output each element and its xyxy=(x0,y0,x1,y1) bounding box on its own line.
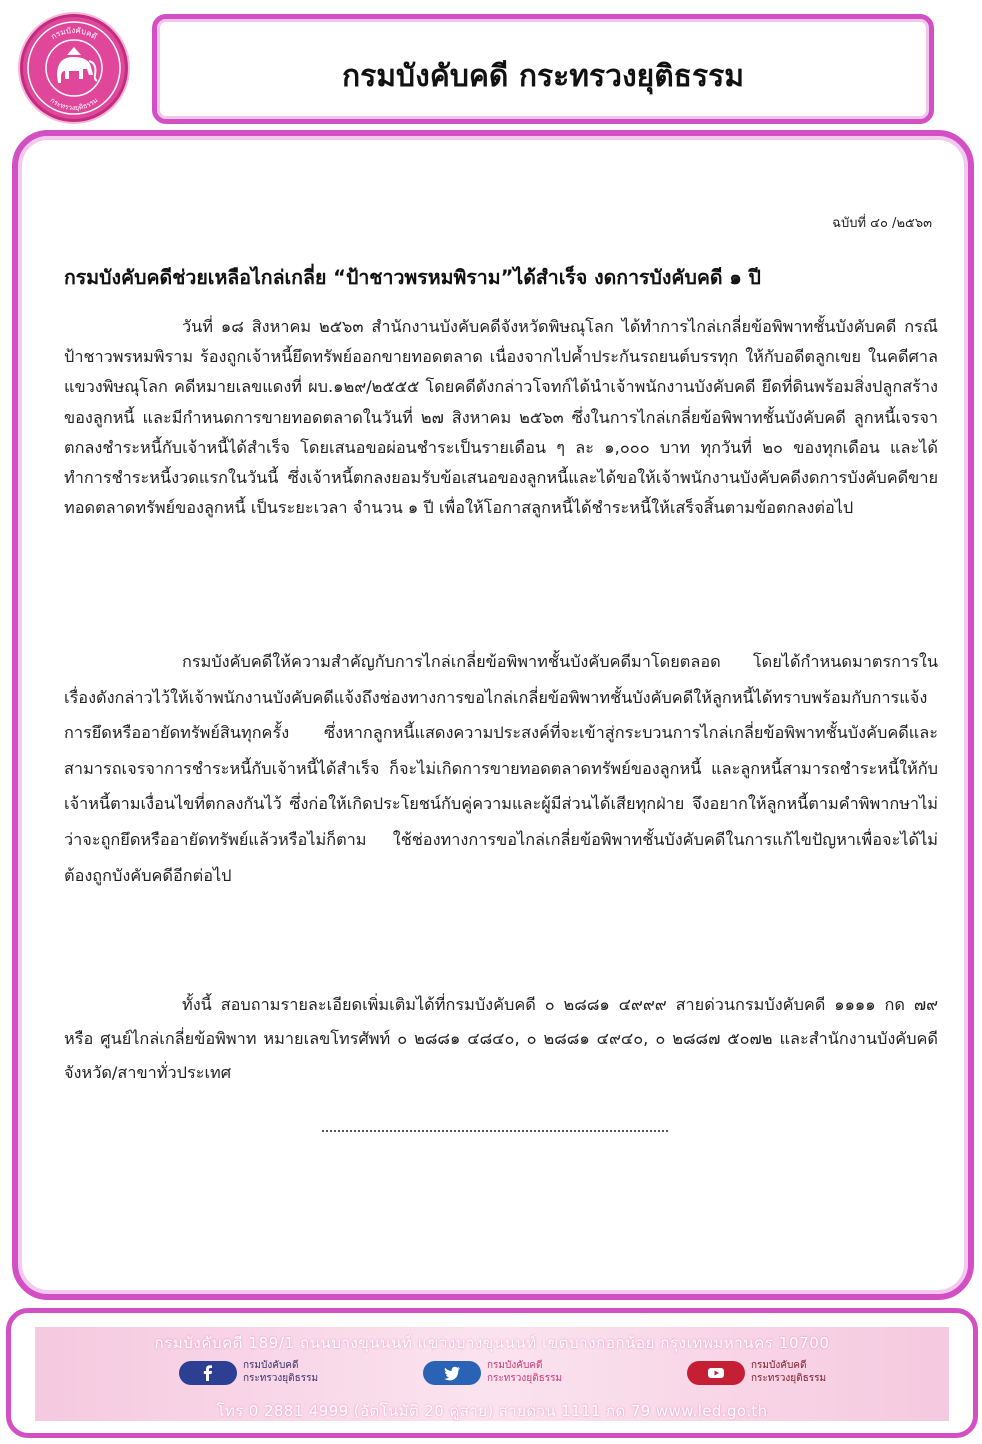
end-divider xyxy=(322,1128,668,1132)
facebook-label-line2: กระทรวงยุติธรรม xyxy=(243,1373,319,1384)
youtube-label-line2: กระทรวงยุติธรรม xyxy=(751,1373,827,1384)
facebook-link[interactable] xyxy=(179,1357,379,1393)
youtube-label xyxy=(751,1359,826,1385)
twitter-label-line1: กรมบังคับคดี xyxy=(487,1360,543,1371)
twitter-badge[interactable] xyxy=(423,1361,481,1385)
press-release-body xyxy=(12,130,974,1300)
youtube-link[interactable] xyxy=(687,1357,887,1393)
footer-address: กรมบังคับคดี 189/1 ถนนบางขุนนนท์ แขวงบางขุนนนท์ เขตบางกอกน้อย กรุงเทพมหานคร 10700 xyxy=(154,1334,830,1352)
department-seal-elephant-icon xyxy=(23,17,125,119)
youtube-icon xyxy=(706,1363,726,1383)
footer xyxy=(6,1308,978,1438)
twitter-link[interactable] xyxy=(423,1357,623,1393)
youtube-label-line1: กรมบังคับคดี xyxy=(751,1360,807,1371)
paragraph-2-text: กรมบังคับคดีให้ความสำคัญกับการไกล่เกลี่ยข้อพิพาทชั้นบังคับคดีมาโดยตลอด โดยได้กำหนดมาตรการในเรื่องดังกล่าวไว้ให้เจ้าพนักงานบังคับคดีแจ้งถึงช่องทางการขอไกล่เกลี่ยข้อพิพาทชั้นบังคับคดีให้ลูกหนี้ได้ทราบพร้อมกับการแจ้งการยึดหรืออายัดทรัพย์สินทุกครั้ง ซึ่งหากลูกหนี้แสดงความประสงค์ที่จะเข้าสู่กระบวนการไกล่เกลี่ยข้อพิพาทชั้นบังคับคดีและสามารถเจรจาการชำระหนี้กับเจ้าหนี้ได้สำเร็จ ก็จะไม่เกิดการขายทอดตลาดทรัพย์ของลูกหนี้ และลูกหนี้สามารถชำระหนี้ให้กับเจ้าหนี้ตามเงื่อนไขที่ตกลงกันไว้ ซึ่งก่อให้เกิดประโยชน์กับคู่ความและผู้มีส่วนได้เสียทุกฝ่าย จึงอยากให้ลูกหนี้ตามคำพิพากษาไม่ว่าจะถูกยึดหรืออายัดทรัพย์แล้วหรือไม่ก็ตาม ใช้ช่องทางการขอไกล่เกลี่ยข้อพิพาทชั้นบังคับคดีในการแก้ไขปัญหาเพื่อจะได้ไม่ต้องถูกบังคับคดีอีกต่อไป xyxy=(64,652,938,885)
logo-ring-text-bottom: กระทรวงยุติธรรม xyxy=(48,96,100,113)
footer-contact: โทร 0 2881 4999 (อัตโนมัติ 20 คู่สาย) สายด่วน 1111 กด 79 www.led.go.th xyxy=(216,1402,768,1420)
twitter-label xyxy=(487,1359,562,1385)
paragraph-2 xyxy=(64,644,938,893)
paragraph-3 xyxy=(64,988,938,1090)
facebook-badge[interactable] xyxy=(179,1361,237,1385)
news-headline: กรมบังคับคดีช่วยเหลือไกล่เกลี่ย “ป้าชาวพรหมพิราม”ได้สำเร็จ งดการบังคับคดี ๑ ปี xyxy=(64,266,761,289)
twitter-icon xyxy=(442,1363,462,1383)
svg-text:กรมบังคับคดี xyxy=(49,26,98,41)
page-title: กรมบังคับคดี กระทรวงยุติธรรม xyxy=(342,59,744,94)
paragraph-1 xyxy=(64,312,938,523)
facebook-label-line1: กรมบังคับคดี xyxy=(243,1360,299,1371)
twitter-label-line2: กระทรวงยุติธรรม xyxy=(487,1373,563,1384)
paragraph-1-text: วันที่ ๑๘ สิงหาคม ๒๕๖๓ สำนักงานบังคับคดีจังหวัดพิษณุโลก ได้ทำการไกล่เกลี่ยข้อพิพาทชั้นบังคับคดี กรณีป้าชาวพรหมพิราม ร้องถูกเจ้าหนี้ยึดทรัพย์ออกขายทอดตลาด เนื่องจากไปค้ำประกันรถยนต์บรรทุก ให้กับอดีตลูกเขย ในคดีศาลแขวงพิษณุโลก คดีหมายเลขแดงที่ ผบ.๑๒๙/๒๕๕๕ โดยคดีดังกล่าวโจทก์ได้นำเจ้าพนักงานบังคับคดี ยึดที่ดินพร้อมสิ่งปลูกสร้างของลูกหนี้ และมีกำหนดการขายทอดตลาดในวันที่ ๒๗ สิงหาคม ๒๕๖๓ ซึ่งในการไกล่เกลี่ยข้อพิพาทชั้นบังคับคดี ลูกหนี้เจรจาตกลงชำระหนี้กับเจ้าหนี้ได้สำเร็จ โดยเสนอขอผ่อนชำระเป็นรายเดือน ๆ ละ ๑,๐๐๐ บาท ทุกวันที่ ๒๐ ของทุกเดือน และได้ทำการชำระหนี้งวดแรกในวันนี้ ซึ่งเจ้าหนี้ตกลงยอมรับข้อเสนอของลูกหนี้และได้ขอให้เจ้าพนักงานบังคับคดีงดการบังคับคดีขายทอดตลาดทรัพย์ของลูกหนี้ เป็นระยะเวลา จำนวน ๑ ปี เพื่อให้โอกาสลูกหนี้ได้ชำระหนี้ให้เสร็จสิ้นตามข้อตกลงต่อไป xyxy=(64,317,938,518)
paragraph-3-text: ทั้งนี้ สอบถามรายละเอียดเพิ่มเติมได้ที่กรมบังคับคดี ๐ ๒๘๘๑ ๔๙๙๙ สายด่วนกรมบังคับคดี ๑๑๑๑ กด ๗๙ หรือ ศูนย์ไกล่เกลี่ยข้อพิพาท หมายเลขโทรศัพท์ ๐ ๒๘๘๑ ๔๘๔๐, ๐ ๒๘๘๑ ๔๙๔๐, ๐ ๒๘๘๗ ๕๐๗๒ และสำนักงานบังคับคดีจังหวัด/สาขาทั่วประเทศ xyxy=(64,995,938,1082)
facebook-icon xyxy=(198,1363,218,1383)
footer-band xyxy=(35,1327,949,1421)
issue-number: ฉบับที่ ๔๐ /๒๕๖๓ xyxy=(832,216,932,231)
header-banner xyxy=(152,14,934,124)
department-logo xyxy=(20,14,128,122)
facebook-label xyxy=(243,1359,318,1385)
logo-ring-text-top: กรมบังคับคดี xyxy=(49,25,99,42)
youtube-badge[interactable] xyxy=(687,1361,745,1385)
